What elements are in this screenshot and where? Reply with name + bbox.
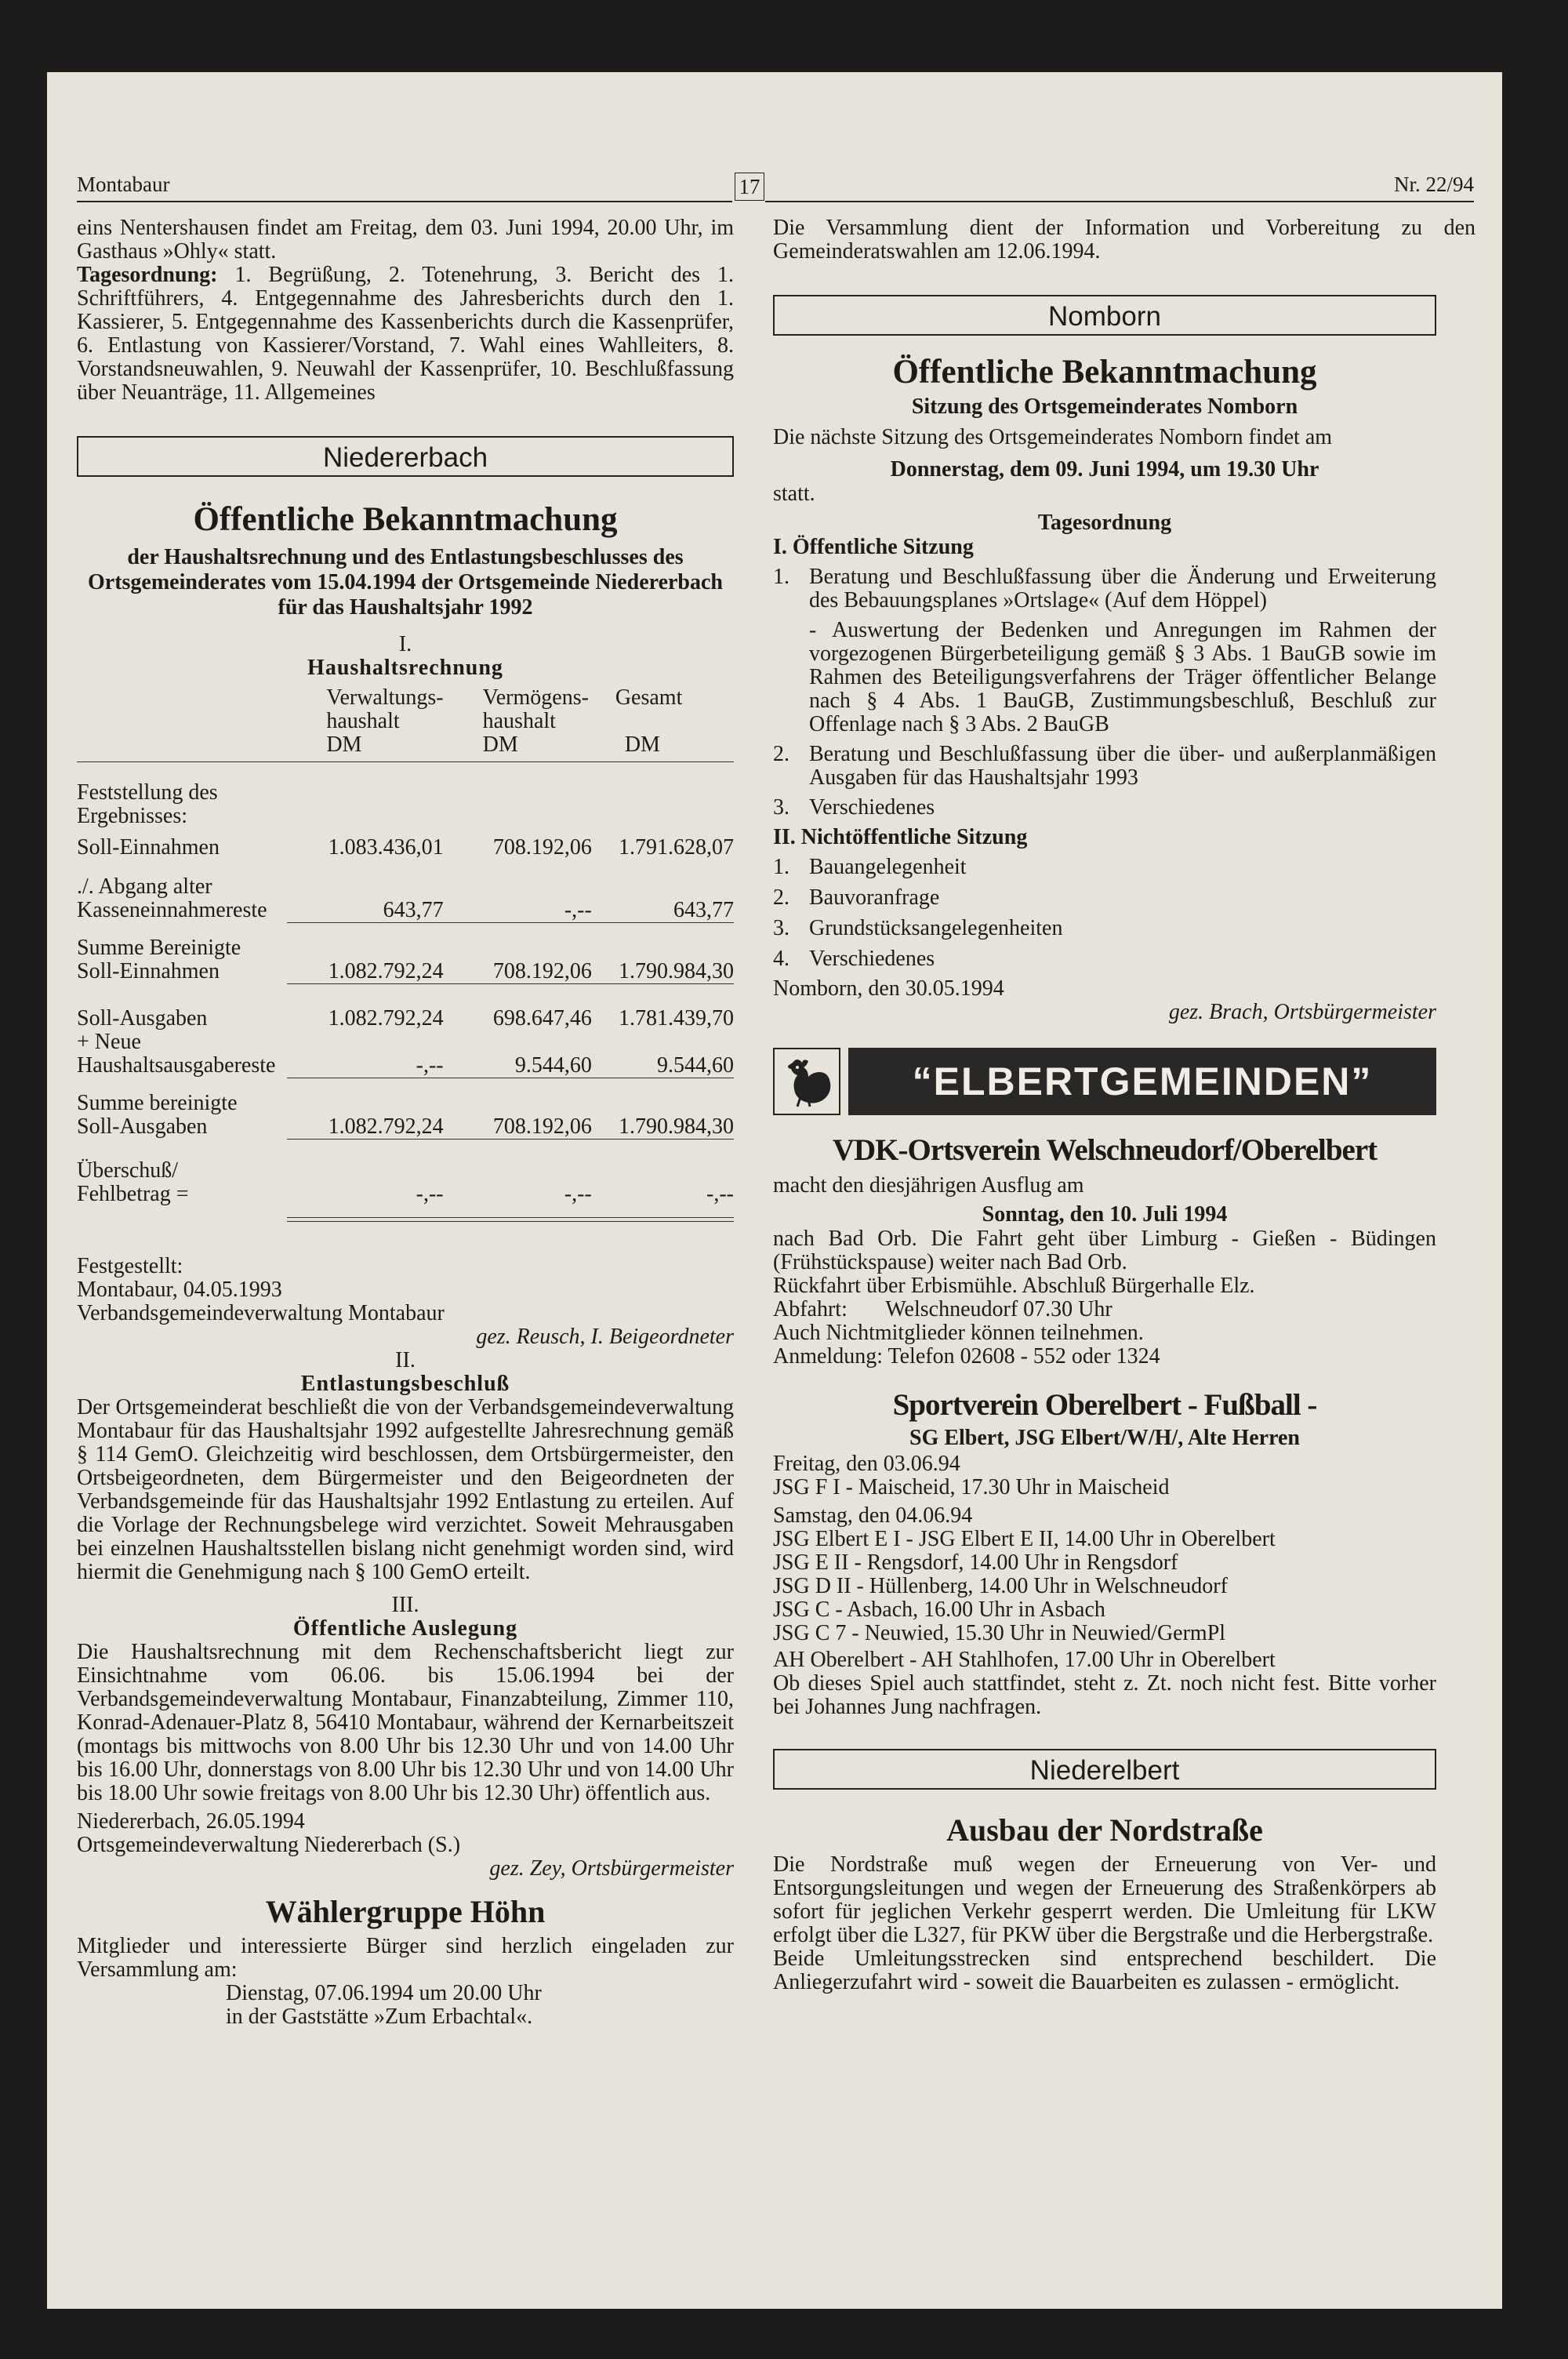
sport-line: JSG C 7 - Neuwied, 15.30 Uhr in Neuwied/GermPl — [773, 1621, 1226, 1645]
place-date-1: Montabaur, 04.05.1993 — [77, 1278, 282, 1302]
col1-header: Verwaltungs- haushalt DM — [326, 685, 444, 757]
hoehn-line2: in der Gaststätte »Zum Erbachtal«. — [226, 2005, 533, 2029]
header-rule-left — [77, 201, 732, 202]
part2-text: Der Ortsgemeinderat beschließt die von der Verbandsgemeindeverwaltung Montabaur für das Haushaltsjahr 1992 aufgestellte Jahresrechnung gemäß § 114 GemO. Gleichzeitig wird beschlossen, dem Ortsbürgermeister, den Ortsbeigeordneten, dem Bürgermeister und den Beigeordneten der Verbandsgemeinde für das Haushaltsjahr 1992 Entlastung zu erteilen. Auf die Vorlage der Rechnungsbelege wird verzichtet. Soweit Mehrausgaben bei einzelnen Haushaltsstellen bislang nicht genehmigt worden sind, wird hiermit die Genehmigung nach § 100 GemO erteilt. — [77, 1395, 734, 1584]
nomborn-agenda-title: Tagesordnung — [1037, 511, 1172, 535]
part3-number: III. — [391, 1593, 419, 1617]
list-item: 3. Grundstücksangelegenheiten — [773, 916, 1063, 940]
table-row: Soll-Einnahmen 1.083.436,01 708.192,06 1.791.628,07 — [77, 835, 734, 860]
signature-2: gez. Zey, Ortsbürgermeister — [489, 1856, 734, 1881]
table-row: Soll-Ausgaben 1.082.792,24 698.647,46 1.781.439,70 — [77, 1006, 734, 1030]
right-column — [773, 216, 1475, 1994]
authority-2: Ortsgemeindeverwaltung Niedererbach (S.) — [77, 1833, 461, 1857]
newspaper-page — [47, 72, 1502, 2309]
col3-header: Gesamt DM — [615, 685, 683, 757]
nomborn-public-list — [773, 565, 1436, 820]
part2-number: II. — [395, 1348, 416, 1372]
vdk-line: Abfahrt: Welschneudorf 07.30 Uhr — [773, 1297, 1112, 1321]
hoehn-text: Mitglieder und interessierte Bürger sind herzlich eingeladen zur Versammlung am: — [77, 1934, 734, 1982]
list-item: 2. Beratung und Beschlußfassung über die über- und außerplanmäßigen Ausgaben für das Haushaltsjahr 1993 — [773, 742, 1436, 790]
intro-text: eins Nentershausen findet am Freitag, dem 03. Juni 1994, 20.00 Uhr, im Gasthaus »Ohly« statt. — [77, 216, 734, 264]
sport-line: JSG C - Asbach, 16.00 Uhr in Asbach — [773, 1598, 1105, 1622]
table-row: Überschuß/ Fehlbetrag = -,-- -,-- -,-- — [77, 1158, 734, 1206]
vdk-line: Anmeldung: Telefon 02608 - 552 oder 1324 — [773, 1344, 1160, 1369]
notice-title: Öffentliche Bekanntmachung — [193, 501, 618, 538]
nomborn-private-list — [773, 856, 1436, 971]
list-item: 4. Verschiedenes — [773, 947, 935, 971]
sport-line: JSG Elbert E I - JSG Elbert E II, 14.00 Uhr in Oberelbert — [773, 1527, 1276, 1551]
sport-title: Sportverein Oberelbert - Fußball - — [892, 1388, 1317, 1422]
section-box-niedererbach: Niedererbach — [77, 436, 734, 477]
list-item: - Auswertung der Bedenken und Anregungen im Rahmen der vorgezogenen Bürgerbeteiligung gemäß § 3 Abs. 1 BauGB sowie im Rahmen des Beteiligungsverfahrens der Träger öffentlicher Belange nach § 4 Abs. 1 BauGB, Zustimmungsbeschluß, Beschluß zur Offenlage nach § 3 Abs. 2 BauGB — [809, 618, 1436, 736]
col2-header: Vermögens- haushalt DM — [482, 685, 589, 757]
header-right: Nr. 22/94 — [1393, 173, 1474, 196]
vdk-line: nach Bad Orb. Die Fahrt geht über Limburg - Gießen - Büdingen (Frühstückspause) weiter nach Bad Orb. — [773, 1227, 1436, 1274]
signature-1: gez. Reusch, I. Beigeordneter — [476, 1325, 734, 1349]
nomborn-text: Die nächste Sitzung des Ortsgemeinderates Nomborn findet am — [773, 425, 1333, 449]
nomborn-title: Öffentliche Bekanntmachung — [892, 354, 1317, 391]
table-row: Summe Bereinigte Soll-Einnahmen 1.082.792,24 708.192,06 1.790.984,30 — [77, 922, 734, 983]
left-column — [77, 216, 734, 2029]
sport-line: Ob dieses Spiel auch stattfindet, steht z. Zt. noch nicht fest. Bitte vorher bei Johannes Jung nachfragen. — [773, 1671, 1436, 1719]
nomborn-date: Donnerstag, dem 09. Juni 1994, um 19.30 Uhr — [890, 457, 1319, 482]
niederelbert-title: Ausbau der Nordstraße — [946, 1812, 1263, 1848]
list-item: 2. Bauvoranfrage — [773, 885, 940, 910]
table-row: + Neue Haushaltsausgabereste -,-- 9.544,60 9.544,60 — [77, 1030, 734, 1078]
intro-agenda — [77, 264, 734, 405]
banner-title: “ELBERTGEMEINDEN” — [848, 1048, 1436, 1115]
niederelbert-text: Die Nordstraße muß wegen der Erneuerung von Ver- und Entsorgungsleitungen und wegen der Erneuerung des Straßenkörpers ab sofort für jeglichen Verkehr gesperrt werden. Die Umleitung für LKW erfolgt über die L327, für PKW über die Bergstraße und die Herbergstraße. — [773, 1852, 1436, 1947]
sport-line: Samstag, den 04.06.94 — [773, 1503, 973, 1528]
budget-table — [77, 686, 734, 1222]
right-intro: Die Versammlung dient der Information und Vorbereitung zu den Gemeinderatswahlen am 12.06.1994. — [773, 216, 1475, 264]
section-box-niederelbert: Niederelbert — [773, 1749, 1436, 1790]
intro-agenda-text: 1. Begrüßung, 2. Totenehrung, 3. Bericht des 1. Schriftführers, 4. Entgegennahme des Jahresberichts durch den 1. Kassierer, 5. Entgegennahme des Kassenberichts durch die Kassenprüfer, 6. Entlastung von Kassierer/Vorstand, 7. Wahl eines Wahlleiters, 8. Vorstandsneuwahlen, 9. Neuwahl der Kassenprüfer, 10. Beschlußfassung über Neuanträge, 11. Allgemeines — [77, 263, 734, 405]
nomborn-signature: gez. Brach, Ortsbürgermeister — [1168, 1000, 1436, 1024]
vdk-title: VDK-Ortsverein Welschneudorf/Oberelbert — [832, 1133, 1377, 1167]
vdk-date: Sonntag, den 10. Juli 1994 — [982, 1202, 1228, 1227]
vdk-line: Auch Nichtmitglieder können teilnehmen. — [773, 1321, 1144, 1345]
header-left: Montabaur — [77, 173, 170, 196]
list-item: 3. Verschiedenes — [773, 795, 935, 820]
nomborn-private-title: II. Nichtöffentliche Sitzung — [773, 825, 1028, 849]
table-row: Feststellung des Ergebnisses: — [77, 780, 218, 828]
part3-text: Die Haushaltsrechnung mit dem Rechenschaftsbericht liegt zur Einsichtnahme vom 06.06. bis 15.06.1994 bei der Verbandsgemeindeverwaltung Montabaur, Finanzabteilung, Zimmer 110, Konrad-Adenauer-Platz 8, 56410 Montabaur, während der Kernarbeitszeit (montags bis mittwochs von 8.00 Uhr bis 12.30 Uhr und von 14.00 Uhr bis 16.00 Uhr, donnerstags von 8.00 Uhr bis 12.30 Uhr und von 14.00 Uhr bis 18.00 Uhr sowie freitags von 8.00 Uhr bis 12.30 Uhr) öffentlich aus. — [77, 1640, 734, 1805]
page-number-box — [735, 173, 764, 201]
authority-1: Verbandsgemeindeverwaltung Montabaur — [77, 1301, 445, 1325]
elbertgemeinden-banner — [773, 1048, 1436, 1115]
sport-line: JSG F I - Maischeid, 17.30 Uhr in Maischeid — [773, 1475, 1170, 1499]
nomborn-statt: statt. — [773, 482, 815, 506]
part1-title: Haushaltsrechnung — [307, 656, 503, 680]
table-header — [77, 686, 734, 757]
section-box-nomborn: Nomborn — [773, 295, 1436, 336]
vdk-line1: macht den diesjährigen Ausflug am — [773, 1173, 1084, 1198]
rooster-icon — [773, 1048, 840, 1115]
notice-subtitle: der Haushaltsrechnung und des Entlastungsbeschlusses des Ortsgemeinderates vom 15.04.1994 der Ortsgemeinde Niedererbach für das Haushaltsjahr 1992 — [87, 545, 724, 620]
festgestellt: Festgestellt: — [77, 1254, 183, 1278]
table-row: Summe bereinigte Soll-Ausgaben 1.082.792,24 708.192,06 1.790.984,30 — [77, 1078, 734, 1139]
part3-title: Öffentliche Auslegung — [292, 1616, 518, 1641]
hoehn-line1: Dienstag, 07.06.1994 um 20.00 Uhr — [226, 1981, 542, 2005]
sport-line: AH Oberelbert - AH Stahlhofen, 17.00 Uhr in Oberelbert — [773, 1648, 1276, 1672]
list-item: 1. Beratung und Beschlußfassung über die Änderung und Erweiterung des Bebauungsplanes »Ortslage« (Auf dem Höppel) — [773, 565, 1436, 612]
page-number: 17 — [739, 175, 760, 198]
hoehn-title: Wählergruppe Höhn — [265, 1894, 546, 1929]
list-item: 1. Bauangelegenheit — [773, 855, 967, 879]
nomborn-subtitle: Sitzung des Ortsgemeinderates Nomborn — [911, 394, 1298, 419]
part1-number: I. — [398, 632, 412, 656]
intro-agenda-label: Tagesordnung: — [77, 263, 218, 287]
sport-line: JSG D II - Hüllenberg, 14.00 Uhr in Welschneudorf — [773, 1574, 1228, 1598]
table-row: ./. Abgang alter Kasseneinnahmereste 643,77 -,-- 643,77 — [77, 860, 734, 922]
nomborn-place-date: Nomborn, den 30.05.1994 — [773, 976, 1004, 1001]
sport-subtitle: SG Elbert, JSG Elbert/W/H/, Alte Herren — [909, 1426, 1300, 1450]
header-rule-right — [765, 201, 1474, 202]
place-date-2: Niedererbach, 26.05.1994 — [77, 1809, 305, 1834]
niederelbert-text2: Beide Umleitungsstrecken sind entsprechend beschildert. Die Anliegerzufahrt wird - soweit die Bauarbeiten es zulassen - ermöglicht. — [773, 1946, 1436, 1994]
sport-line: Freitag, den 03.06.94 — [773, 1452, 960, 1476]
part2-title: Entlastungsbeschluß — [300, 1372, 510, 1396]
sport-line: JSG E II - Rengsdorf, 14.00 Uhr in Rengsdorf — [773, 1550, 1178, 1575]
nomborn-public-title: I. Öffentliche Sitzung — [773, 535, 974, 559]
vdk-line: Rückfahrt über Erbismühle. Abschluß Bürgerhalle Elz. — [773, 1274, 1255, 1298]
